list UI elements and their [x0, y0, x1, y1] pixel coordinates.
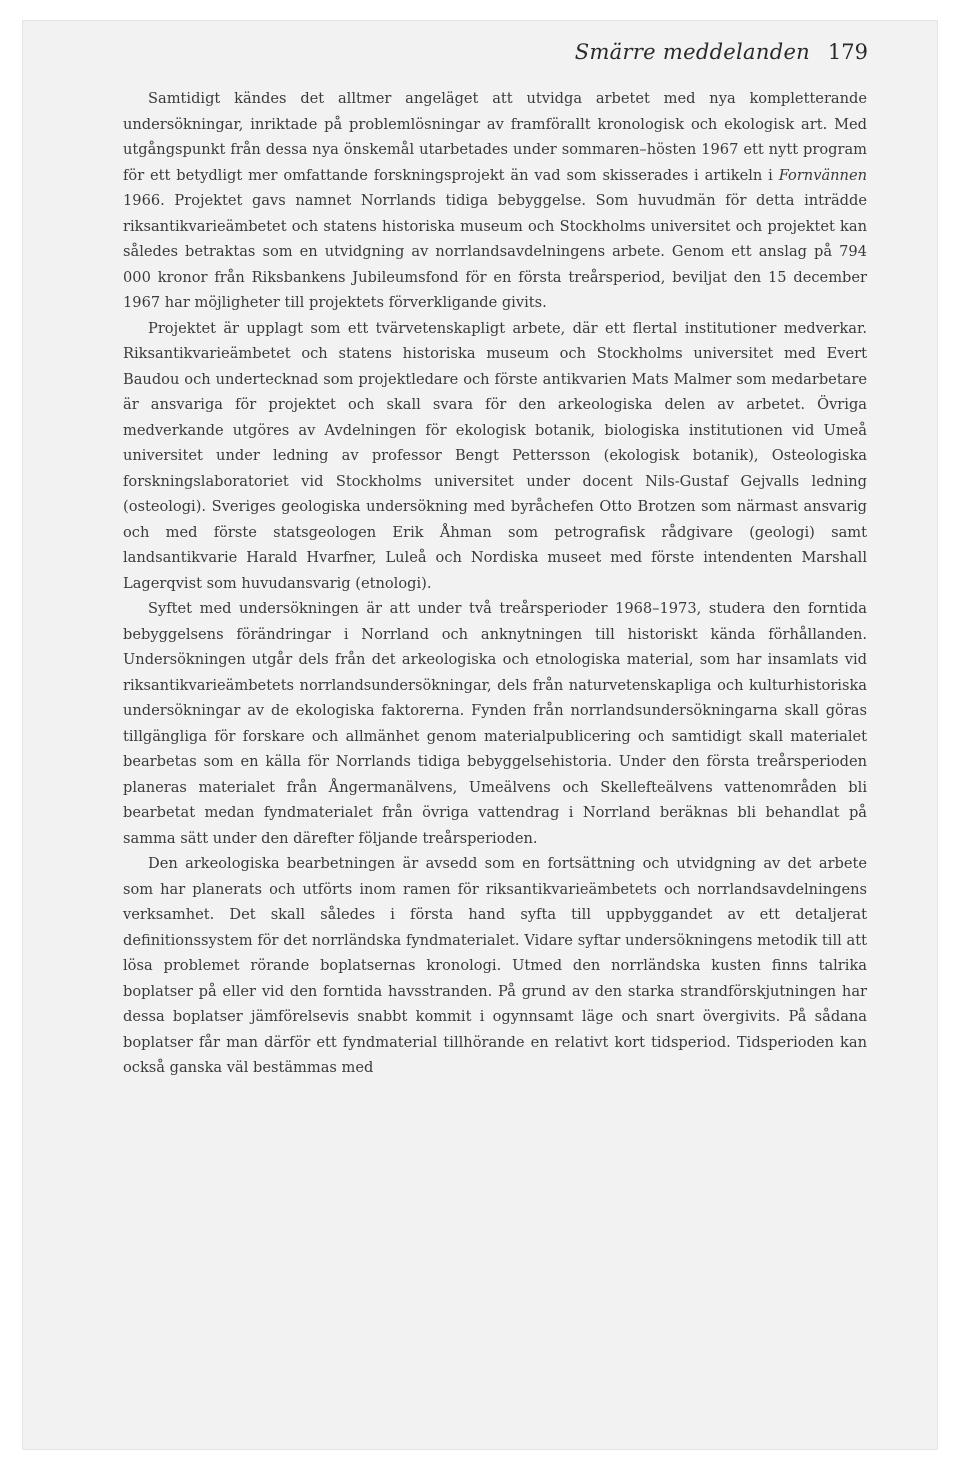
page-header — [120, 40, 868, 74]
page-number: 179 — [827, 40, 868, 64]
journal-title-italic: Fornvännen — [778, 166, 867, 184]
paragraph-1 — [123, 86, 867, 316]
paragraph-1-text-before: Samtidigt kändes det alltmer angeläget att utvidga arbetet med nya kompletterande undersökningar, inriktade på problemlösningar av framförallt kronologisk och ekologisk art. Med utgångspunkt från dessa nya önskemål utarbetades under sommaren–hösten 1967 ett nytt program för ett betydligt mer omfattande forskningsprojekt än vad som skisserades i artikeln i — [123, 90, 867, 184]
paragraph-4: Den arkeologiska bearbetningen är avsedd som en fortsättning och utvidgning av det arbete som har planerats och utförts inom ramen för riksantikvarieämbetets och norrlandsavdelningens verksamhet. Det skall således i första hand syfta till uppbyggandet av ett detaljerat definitionssystem för det norrländska fyndmaterialet. Vidare syftar undersökningens metodik till att lösa problemet rörande boplatsernas kronologi. Utmed den norrländska kusten finns talrika boplatser på eller vid den forntida havsstranden. På grund av den starka strandförskjutningen har dessa boplatser jämförelsevis snabbt kommit i ogynnsamt läge och snart övergivits. På sådana boplatser får man därför ett fyndmaterial tillhörande en relativt kort tidsperiod. Tidsperioden kan också ganska väl bestämmas med — [123, 855, 867, 1076]
paragraph-3: Syftet med undersökningen är att under två treårsperioder 1968–1973, studera den forntida bebyggelsens förändringar i Norrland och anknytningen till historiskt kända förhållanden. Undersökningen utgår dels från det arkeologiska och etnologiska material, som har insamlats vid riksantikvarieämbetets norrlandsundersökningar, dels från naturvetenskapliga och kulturhistoriska undersökningar av de ekologiska faktorerna. Fynden från norrlandsundersökningarna skall göras tillgängliga för forskare och allmänhet genom materialpublicering och samtidigt skall materialet bearbetas som en källa för Norrlands tidiga bebyggelsehistoria. Under den första treårsperioden planeras materialet från Ångermanälvens, Umeälvens och Skellefteälvens vattenområden bli bearbetat medan fyndmaterialet från övriga vattendrag i Norrland beräknas bli behandlat på samma sätt under den därefter följande treårsperioden. — [123, 600, 867, 847]
paragraph-1-text-after: 1966. Projektet gavs namnet Norrlands tidiga bebyggelse. Som huvudmän för detta inträdde riksantikvarieämbetet och statens historiska museum och Stockholms universitet och projektet kan således betraktas som en utvidgning av norrlandsavdelningens arbete. Genom ett anslag på 794 000 kronor från Riksbankens Jubileumsfond för en första treårsperiod, beviljat den 15 december 1967 har möjligheter till projektets förverkligande givits. — [123, 192, 867, 311]
article-body — [123, 86, 867, 1081]
paragraph-2: Projektet är upplagt som ett tvärvetenskapligt arbete, där ett flertal institutioner medverkar. Riksantikvarieämbetet och statens historiska museum och Stockholms universitet med Evert Baudou och undertecknad som projektledare och förste antikvarien Mats Malmer som medarbetare är ansvariga för projektet och skall svara för den arkeologiska delen av arbetet. Övriga medverkande utgöres av Avdelningen för ekologisk botanik, biologiska institutionen vid Umeå universitet under ledning av professor Bengt Pettersson (ekologisk botanik), Osteologiska forskningslaboratoriet vid Stockholms universitet under docent Nils-Gustaf Gejvalls ledning (osteologi). Sveriges geologiska undersökning med byråchefen Otto Brotzen som närmast ansvarig och med förste statsgeologen Erik Åhman som petrografisk rådgivare (geologi) samt landsantikvarie Harald Hvarfner, Luleå och Nordiska museet med förste intendenten Marshall Lagerqvist som huvudansvarig (etnologi). — [123, 319, 867, 592]
running-title: Smärre meddelanden — [574, 40, 810, 64]
